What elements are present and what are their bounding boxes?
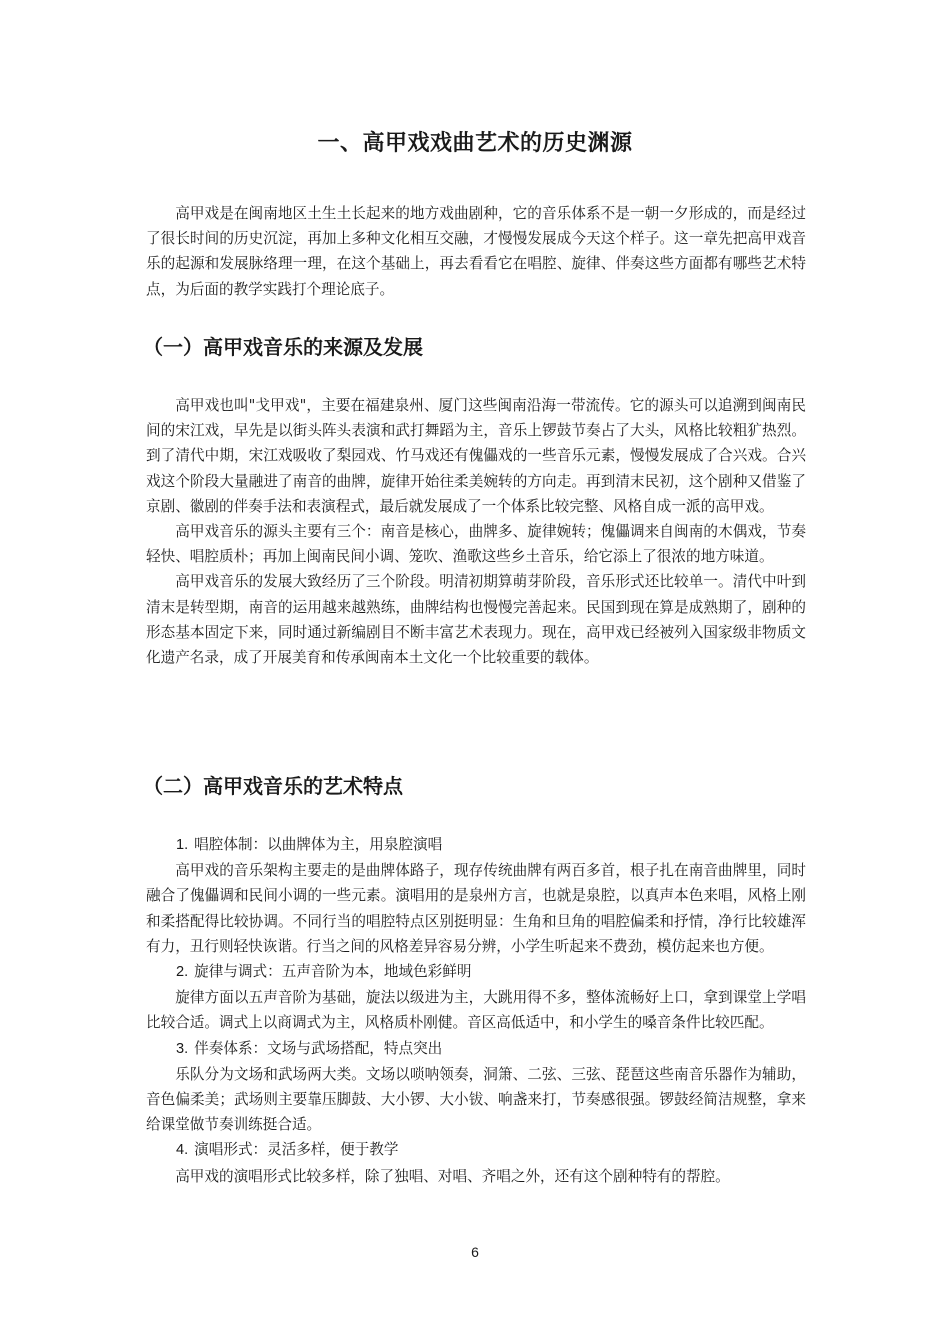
chapter-title: 一、高甲戏戏曲艺术的历史渊源 (317, 131, 633, 156)
list-item-heading (146, 1036, 806, 1062)
list-item-paragraph: 高甲戏的演唱形式比较多样，除了独唱、对唱、齐唱之外，还有这个剧种特有的帮腔。 (175, 1167, 730, 1185)
list-item-label: 伴奏体系：文场与武场搭配，特点突出 (194, 1039, 443, 1057)
list-item-label: 唱腔体制：以曲牌体为主，用泉腔演唱 (194, 836, 443, 853)
list-item-paragraph: 高甲戏的音乐架构主要走的是曲牌体路子，现存传统曲牌有两百多首，根子扎在南音曲牌里，同时融合了傀儡调和民间小调的一些元素。演唱用的是泉州方言，也就是泉腔，以真声本色来唱，风格上刚和柔搭配得比较协调。不同行当的唱腔特点区别挺明显：生角和旦角的唱腔偏柔和抒情，净行比较雄浑有力，丑行则轻快诙谐。行当之间的风格差异容易分辨，小学生听起来不费劲，模仿起来也方便。 (146, 862, 806, 955)
list-item-number: 2. (176, 964, 189, 981)
page-number: 6 (471, 1244, 479, 1260)
section-heading-2: （二）高甲戏音乐的艺术特点 (143, 774, 403, 798)
list-item-label: 旋律与调式：五声音阶为本，地域色彩鲜明 (194, 963, 472, 981)
section-1-paragraph: 高甲戏也叫"戈甲戏"，主要在福建泉州、厦门这些闽南沿海一带流传。它的源头可以追溯到闽南民间的宋江戏，早先是以街头阵头表演和武打舞蹈为主，音乐上锣鼓节奏占了大头，风格比较粗犷热烈。到了清代中期，宋江戏吸收了梨园戏、竹马戏还有傀儡戏的一些音乐元素，慢慢发展成了合兴戏。合兴戏这个阶段大量融进了南音的曲牌，旋律开始往柔美婉转的方向走。再到清末民初，这个剧种又借鉴了京剧、徽剧的伴奏手法和表演程式，最后就发展成了一个体系比较完整、风格自成一派的高甲戏。 (146, 397, 806, 515)
list-item-number: 4. (176, 1142, 189, 1159)
list-item-heading (146, 959, 806, 985)
list-item-number: 1. (176, 837, 189, 853)
list-item-number: 3. (176, 1040, 189, 1057)
list-item-heading (146, 1137, 806, 1163)
list-item-paragraph: 乐队分为文场和武场两大类。文场以唢呐领奏，洞箫、二弦、三弦、琵琶这些南音乐器作为辅助，音色偏柔美；武场则主要靠压脚鼓、大小锣、大小钹、响盏来打，节奏感很强。锣鼓经简洁规整，拿来给课堂做节奏训练挺合适。 (146, 1065, 806, 1134)
list-item-heading (146, 832, 806, 858)
section-1-text (146, 393, 806, 670)
section-1-paragraph: 高甲戏音乐的源头主要有三个：南音是核心，曲牌多、旋律婉转；傀儡调来自闽南的木偶戏，节奏轻快、唱腔质朴；再加上闽南民间小调、笼吹、渔歌这些乡土音乐，给它添上了很浓的地方味道。 (146, 523, 806, 566)
intro-text (146, 201, 806, 302)
list-item-paragraph: 旋律方面以五声音阶为基础，旋法以级进为主，大跳用得不多，整体流畅好上口，拿到课堂上学唱比较合适。调式上以商调式为主，风格质朴刚健。音区高低适中，和小学生的嗓音条件比较匹配。 (146, 989, 806, 1032)
intro-paragraph: 高甲戏是在闽南地区土生土长起来的地方戏曲剧种，它的音乐体系不是一朝一夕形成的，而是经过了很长时间的历史沉淀，再加上多种文化相互交融，才慢慢发展成今天这个样子。这一章先把高甲戏音乐的起源和发展脉络理一理，在这个基础上，再去看看它在唱腔、旋律、伴奏这些方面都有哪些艺术特点，为后面的教学实践打个理论底子。 (146, 205, 806, 298)
section-1-paragraph: 高甲戏音乐的发展大致经历了三个阶段。明清初期算萌芽阶段，音乐形式还比较单一。清代中叶到清末是转型期，南音的运用越来越熟练，曲牌结构也慢慢完善起来。民国到现在算是成熟期了，剧种的形态基本固定下来，同时通过新编剧目不断丰富艺术表现力。现在，高甲戏已经被列入国家级非物质文化遗产名录，成了开展美育和传承闽南本土文化一个比较重要的载体。 (146, 573, 806, 667)
list-item-label: 演唱形式：灵活多样，便于教学 (194, 1141, 399, 1159)
section-2-text (146, 832, 806, 1189)
section-heading-1: （一）高甲戏音乐的来源及发展 (143, 335, 423, 359)
